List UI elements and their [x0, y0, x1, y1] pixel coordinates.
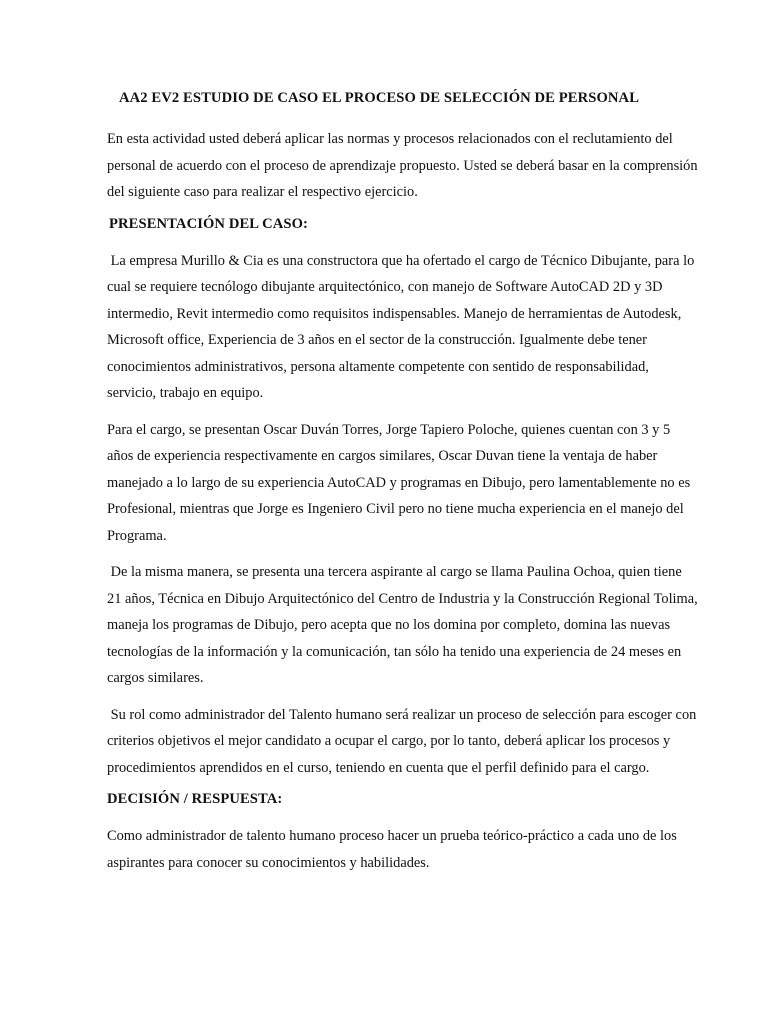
- document-title: AA2 EV2 ESTUDIO DE CASO EL PROCESO DE SELECCIÓN DE PERSONAL: [119, 90, 640, 106]
- case-paragraph-2: Para el cargo, se presentan Oscar Duván Torres, Jorge Tapiero Poloche, quienes cuentan con 3 y 5 años de experiencia respectivamente en cargos similares, Oscar Duvan tiene la ventaja de haber manejado a lo largo de su experiencia AutoCAD y programas en Dibujo, pero lamentablemente no es Profesional, mientras que Jorge es Ingeniero Civil pero no tiene mucha experiencia en el manejo del Programa.: [107, 421, 691, 544]
- case-paragraph-1: La empresa Murillo & Cia es una constructora que ha ofertado el cargo de Técnico Dibujante, para lo cual se requiere tecnólogo dibujante arquitectónico, con manejo de Software AutoCAD 2D y 3D intermedio, Revit intermedio como requisitos indispensables. Manejo de herramientas de Autodesk, Microsoft office, Experiencia de 3 años en el sector de la construcción. Igualmente debe tener conocimientos administrativos, persona altamente competente con sentido de responsabilidad, servicio, trabajo en equipo.: [107, 252, 698, 401]
- section-heading-case: PRESENTACIÓN DEL CASO:: [109, 215, 308, 232]
- case-paragraph-3: De la misma manera, se presenta una tercera aspirante al cargo se llama Paulina Ochoa, quien tiene 21 años, Técnica en Dibujo Arquitectónico del Centro de Industria y la Construcción Regional Tolima, maneja los programas de Dibujo, pero acepta que no los domina por completo, domina las nuevas tecnologías de la información y la comunicación, tan sólo ha tenido una experiencia de 24 meses en cargos similares.: [107, 564, 702, 686]
- section-heading-decision: DECISIÓN / RESPUESTA:: [107, 791, 283, 807]
- intro-paragraph: En esta actividad usted deberá aplicar las normas y procesos relacionados con el reclutamiento del personal de acuerdo con el proceso de aprendizaje propuesto. Usted se deberá basar en la comprensión del siguiente caso para realizar el respectivo ejercicio.: [107, 131, 698, 200]
- case-paragraph-4: Su rol como administrador del Talento humano será realizar un proceso de selección para escoger con criterios objetivos el mejor candidato a ocupar el cargo, por lo tanto, deberá aplicar los procesos y procedimientos aprendidos en el curso, teniendo en cuenta que el perfil definido para el cargo.: [107, 706, 700, 776]
- answer-paragraph: Como administrador de talento humano proceso hacer un prueba teórico-práctico a cada uno de los aspirantes para conocer su conocimientos y habilidades.: [107, 828, 677, 871]
